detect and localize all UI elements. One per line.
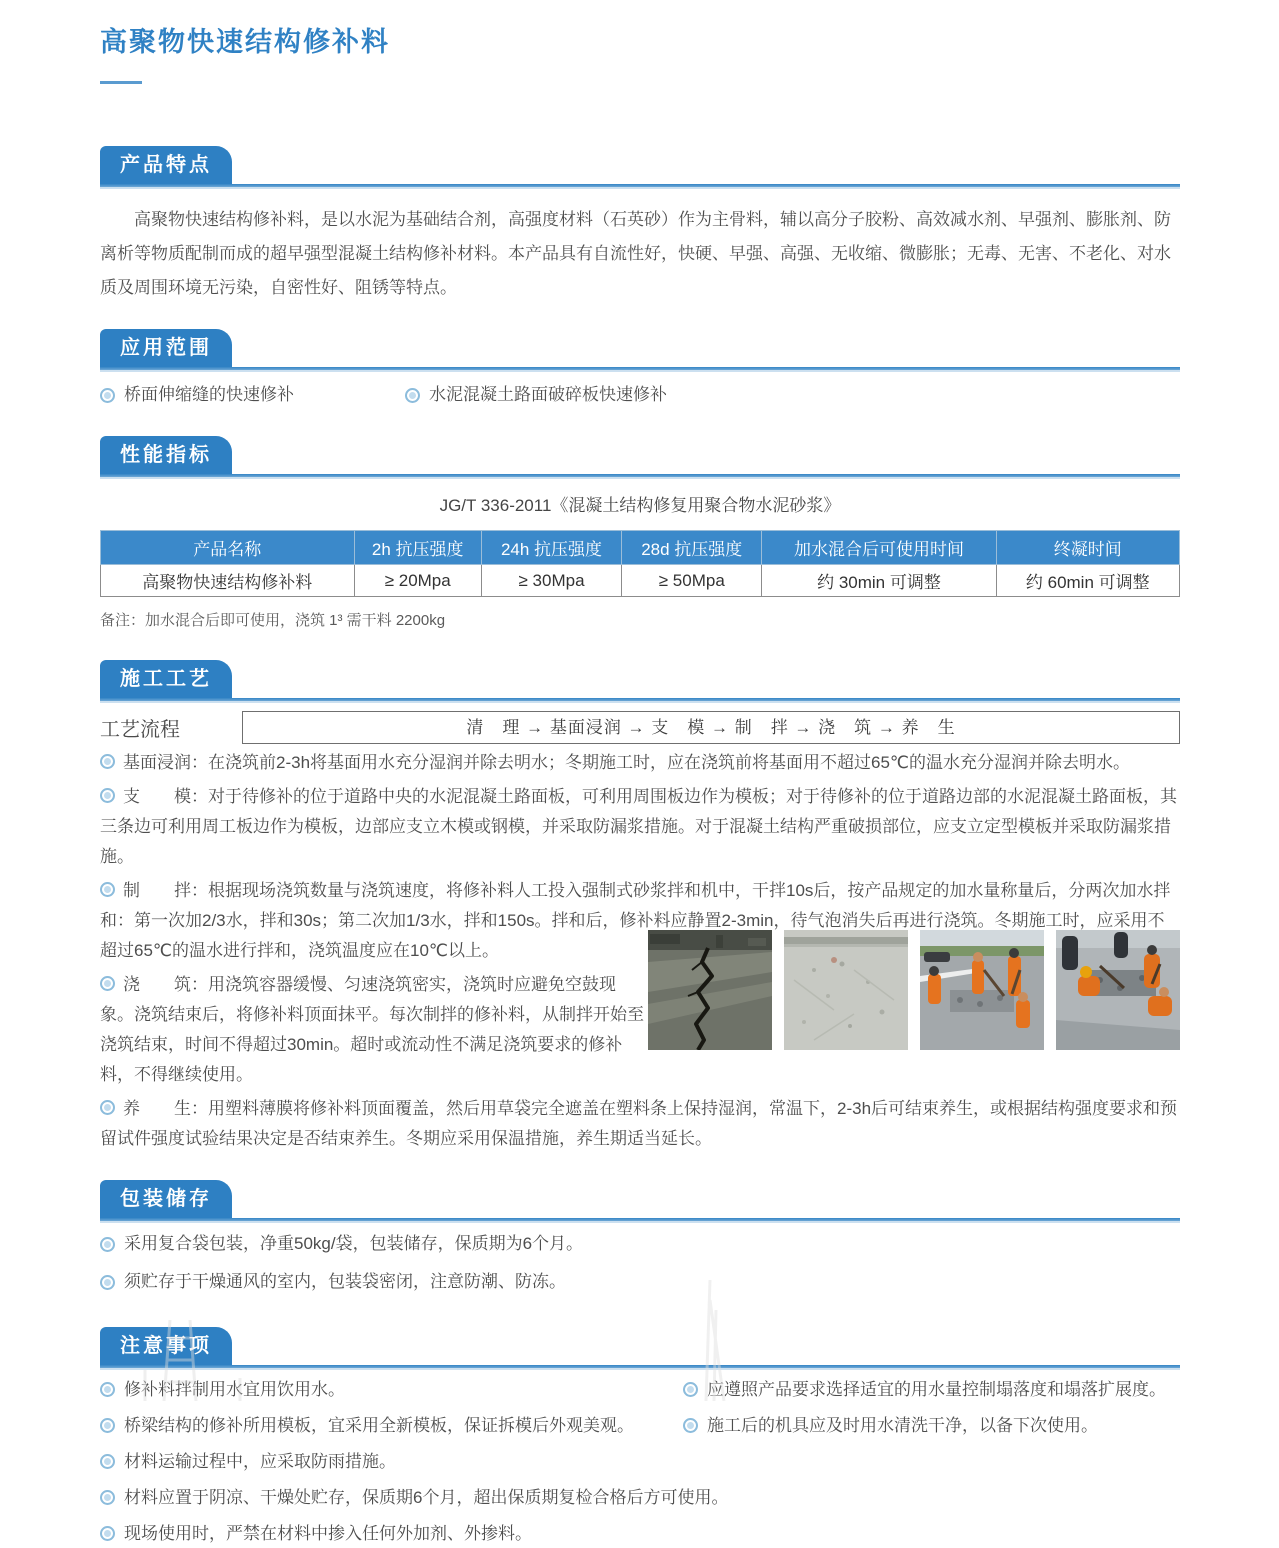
section-rule [100,1365,1180,1368]
process-step [100,1094,1180,1154]
section-notes-head [100,1327,1180,1368]
table-cell: ≥ 50Mpa [622,565,762,597]
section-application-head [100,329,1180,370]
section-rule [100,1218,1180,1221]
title-underline [100,81,142,84]
notes-item-text: 施工后的机具应及时用水清洗干净，以备下次使用。 [707,1416,1098,1435]
section-features-head [100,146,1180,187]
performance-table [100,530,1180,597]
section-performance-head [100,436,1180,477]
ring-bullet-icon [100,1454,115,1469]
process-step [100,782,1180,872]
notes-item [100,1375,683,1404]
table-header-cell: 加水混合后可使用时间 [762,531,996,565]
ring-bullet-icon [100,1237,115,1252]
section-heading-process: 施工工艺 [100,660,232,698]
section-heading-packaging: 包装储存 [100,1180,232,1218]
packaging-item-text: 须贮存于干燥通风的室内，包装袋密闭，注意防潮、防冻。 [124,1272,566,1291]
process-step-text: 浇 筑：用浇筑容器缓慢、匀速浇筑密实，浇筑时应避免空鼓现象。浇筑结束后，将修补料顶面抹平。每次制拌的修补料，从制拌开始至浇筑结束，时间不得超过30min。超时或流动性不满足浇筑要求的修补料，不得继续使用。 [100,975,644,1084]
application-item-label: 桥面伸缩缝的快速修补 [124,385,294,404]
notes-item [100,1411,683,1440]
table-header-cell: 28d 抗压强度 [622,531,762,565]
table-header-row [101,531,1180,565]
ring-bullet-icon [683,1418,698,1433]
notes-item-text: 材料应置于阴凉、干燥处贮存，保质期6个月，超出保质期复检合格后方可使用。 [124,1488,729,1507]
process-flow-label: 工艺流程 [100,719,180,741]
process-step [100,748,1180,778]
process-flow-box: 清 理 → 基面浸润 → 支 模 → 制 拌 → 浇 筑 → 养 生 [242,711,1180,744]
notes-item [100,1483,1180,1512]
ring-bullet-icon [100,788,115,803]
application-item-label: 水泥混凝土路面破碎板快速修补 [429,385,667,404]
section-rule [100,367,1180,370]
section-rule [100,474,1180,477]
notes-item [100,1519,1180,1548]
process-step-text: 养 生：用塑料薄膜将修补料顶面覆盖，然后用草袋完全遮盖在塑料条上保持湿润，常温下，2-3h后可结束养生，或根据结构强度要求和预留试件强度试验结果决定是否结束养生。冬期应采用保温措施，养生期适当延长。 [100,1099,1178,1148]
table-cell: 约 60min 可调整 [996,565,1179,597]
application-items [100,382,1180,408]
table-cell: 约 30min 可调整 [762,565,996,597]
cracked-pavement-photo [648,930,772,1050]
process-step-text: 制 拌：根据现场浇筑数量与浇筑速度，将修补料人工投入强制式砂浆拌和机中，干拌10s后，按产品规定的加水量称量后，分两次加水拌和：第一次加2/3水，拌和30s；第二次加1/3水，拌和150s。拌和后，修补料应静置2-3min，待气泡消失后再进行浇筑。冬期施工时，应采用不超过65℃的温水进行拌和，浇筑温度应在10℃以上。 [100,881,1171,960]
road-repair-crew-photo [920,930,1044,1050]
process-step-text: 支 模：对于待修补的位于道路中央的水泥混凝土路面板，可利用周围板边作为模板；对于待修补的位于道路边部的水泥混凝土路面板，其三条边可利用周工板边作为模板，边部应支立木模或钢模，并采取防漏浆措施。对于混凝土结构严重破损部位，应支立定型模板并采取防漏浆措施。 [100,787,1177,866]
table-header-cell: 24h 抗压强度 [481,531,621,565]
ring-bullet-icon [100,1526,115,1541]
application-item [405,382,667,408]
packaging-item [100,1229,1180,1259]
concrete-surface-photo [784,930,908,1050]
application-item [100,382,405,408]
patch-repair-closeup-photo [1056,930,1180,1050]
ring-bullet-icon [100,388,115,403]
table-header-cell: 终凝时间 [996,531,1179,565]
table-note: 备注：加水混合后即可使用，浇筑 1³ 需干料 2200kg [100,612,446,629]
standard-reference: JG/T 336-2011《混凝土结构修复用聚合物水泥砂浆》 [439,496,841,515]
ring-bullet-icon [100,882,115,897]
notes-item [683,1375,1180,1404]
table-row [101,565,1180,597]
section-heading-features: 产品特点 [100,146,232,184]
ring-bullet-icon [100,1100,115,1115]
notes-row [100,1411,1180,1440]
process-step-text: 基面浸润：在浇筑前2-3h将基面用水充分湿润并除去明水；冬期施工时，应在浇筑前将基面用不超过65℃的温水充分湿润并除去明水。 [123,753,1131,772]
notes-item [100,1447,1180,1476]
section-packaging-head [100,1180,1180,1221]
ring-bullet-icon [100,976,115,991]
ring-bullet-icon [100,1382,115,1397]
table-header-cell: 产品名称 [101,531,355,565]
ring-bullet-icon [405,388,420,403]
document [100,0,1180,1548]
section-rule [100,698,1180,701]
notes-item [683,1411,1180,1440]
notes-row [100,1375,1180,1404]
notes-item-text: 应遵照产品要求选择适宜的用水量控制塌落度和塌落扩展度。 [707,1380,1166,1399]
notes-item-text: 桥梁结构的修补所用模板，宜采用全新模板，保证拆模后外观美观。 [124,1416,634,1435]
packaging-item-text: 采用复合袋包装，净重50kg/袋，包装储存，保质期为6个月。 [124,1234,584,1253]
notes-item-text: 现场使用时，严禁在材料中掺入任何外加剂、外掺料。 [124,1524,532,1543]
table-cell: ≥ 30Mpa [481,565,621,597]
notes-item-text: 修补料拌制用水宜用饮用水。 [124,1380,345,1399]
section-process [100,660,1180,1154]
table-cell: ≥ 20Mpa [354,565,481,597]
process-flow-row [100,711,1180,744]
ring-bullet-icon [100,754,115,769]
section-heading-performance: 性能指标 [100,436,232,474]
process-photo-strip [648,930,1180,1050]
section-rule [100,184,1180,187]
features-paragraph: 高聚物快速结构修补料，是以水泥为基础结合剂，高强度材料（石英砂）作为主骨料，辅以高分子胶粉、高效减水剂、早强剂、膨胀剂、防离析等物质配制而成的超早强型混凝土结构修补材料。本产品具有自流性好，快硬、早强、高强、无收缩、微膨胀；无毒、无害、不老化、对水质及周围环境无污染，自密性好、阻锈等特点。 [100,210,1171,297]
section-heading-application: 应用范围 [100,329,232,367]
section-process-head [100,660,1180,701]
page-title: 高聚物快速结构修补料 [100,27,390,57]
process-step [100,970,645,1090]
table-cell: 高聚物快速结构修补料 [101,565,355,597]
ring-bullet-icon [100,1418,115,1433]
section-heading-notes: 注意事项 [100,1327,232,1365]
table-header-cell: 2h 抗压强度 [354,531,481,565]
packaging-item [100,1267,1180,1297]
ring-bullet-icon [100,1490,115,1505]
ring-bullet-icon [683,1382,698,1397]
ring-bullet-icon [100,1275,115,1290]
notes-item-text: 材料运输过程中，应采取防雨措施。 [124,1452,396,1471]
